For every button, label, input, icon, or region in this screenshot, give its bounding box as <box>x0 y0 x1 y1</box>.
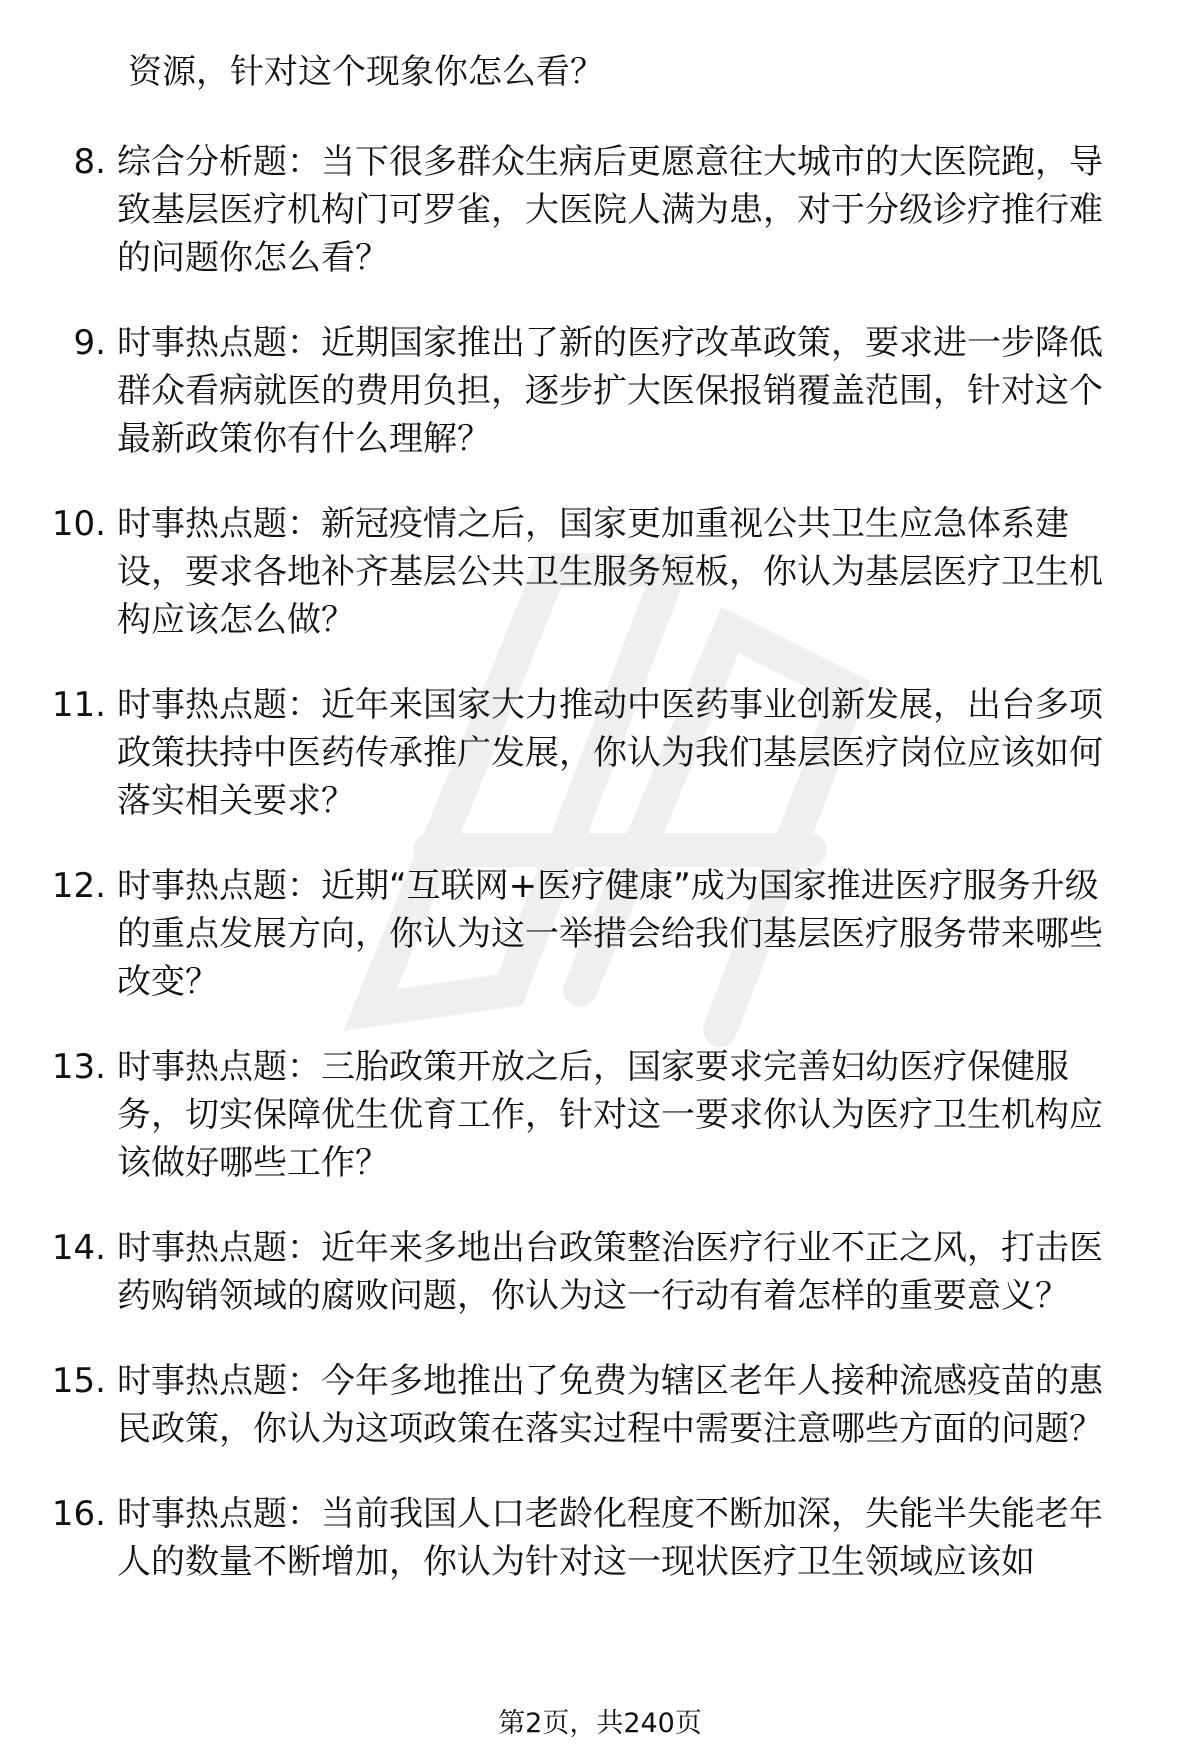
question-item-15 <box>0 1357 1140 1453</box>
question-text: 时事热点题：近年来国家大力推动中医药事业创新发展，出台多项政策扶持中医药传承推广发展，你认为我们基层医疗岗位应该如何落实相关要求？ <box>117 685 1103 821</box>
question-text: 综合分析题：当下很多群众生病后更愿意往大城市的大医院跑，导致基层医疗机构门可罗雀，大医院人满为患，对于分级诊疗推行难的问题你怎么看？ <box>117 142 1103 278</box>
question-number: 10. <box>51 504 106 544</box>
question-item-13 <box>0 1043 1140 1187</box>
question-text: 时事热点题：近年来多地出台政策整治医疗行业不正之风，打击医药购销领域的腐败问题，你认为这一行动有着怎样的重要意义？ <box>117 1228 1103 1316</box>
question-number: 15. <box>51 1361 106 1401</box>
question-text: 时事热点题：新冠疫情之后，国家更加重视公共卫生应急体系建设，要求各地补齐基层公共卫生服务短板，你认为基层医疗卫生机构应该怎么做？ <box>117 504 1103 640</box>
page-footer: 第2页，共240页 <box>498 1708 702 1739</box>
question-text: 时事热点题：近期“互联网+医疗健康”成为国家推进医疗服务升级的重点发展方向，你认为这一举措会给我们基层医疗服务带来哪些改变？ <box>117 866 1103 1002</box>
question-item-11 <box>0 681 1140 825</box>
question-text: 时事热点题：今年多地推出了免费为辖区老年人接种流感疫苗的惠民政策，你认为这项政策在落实过程中需要注意哪些方面的问题？ <box>117 1361 1103 1449</box>
continued-question-text: 资源，针对这个现象你怎么看？ <box>128 52 604 92</box>
question-item-9 <box>0 319 1140 463</box>
question-item-10 <box>0 500 1140 644</box>
question-item-16 <box>0 1490 1140 1586</box>
question-item-14 <box>0 1224 1140 1320</box>
question-number: 16. <box>51 1494 106 1534</box>
question-number: 11. <box>51 685 106 725</box>
question-item-12 <box>0 862 1140 1006</box>
question-text: 时事热点题：当前我国人口老龄化程度不断加深，失能半失能老年人的数量不断增加，你认为针对这一现状医疗卫生领域应该如 <box>117 1494 1103 1582</box>
question-list <box>0 48 1200 1623</box>
question-item-8 <box>0 138 1140 282</box>
question-number: 13. <box>51 1047 106 1087</box>
question-number: 12. <box>51 866 106 906</box>
question-number: 14. <box>51 1228 106 1268</box>
question-text: 时事热点题：近期国家推出了新的医疗改革政策，要求进一步降低群众看病就医的费用负担，逐步扩大医保报销覆盖范围，针对这个最新政策你有什么理解？ <box>117 323 1103 459</box>
question-number: 9. <box>73 323 106 363</box>
question-number: 8. <box>73 142 106 182</box>
question-text: 时事热点题：三胎政策开放之后，国家要求完善妇幼医疗保健服务，切实保障优生优育工作，针对这一要求你认为医疗卫生机构应该做好哪些工作？ <box>117 1047 1103 1183</box>
